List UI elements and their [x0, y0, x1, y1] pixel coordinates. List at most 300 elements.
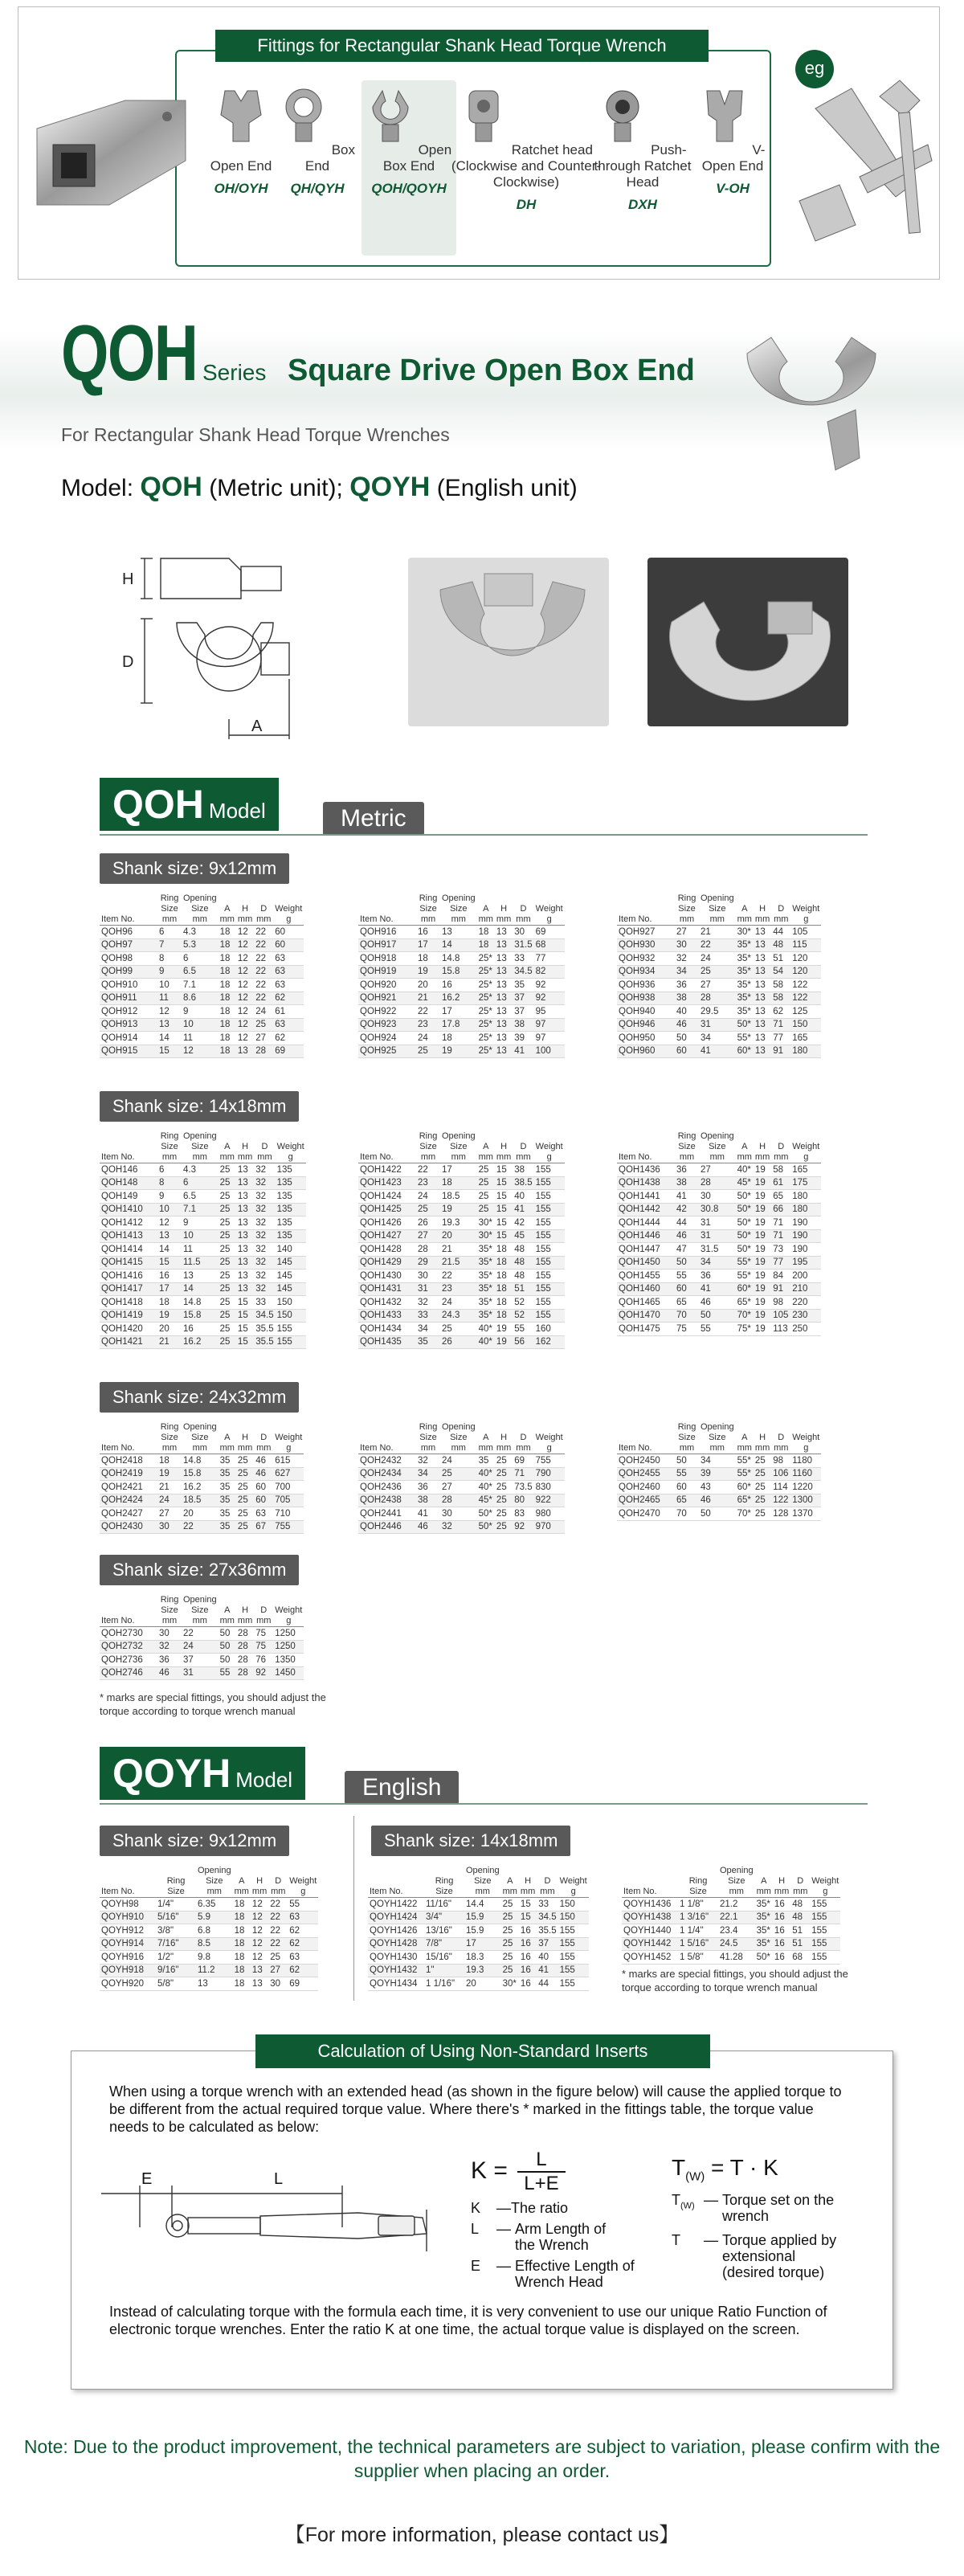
table-cell: 28	[416, 1243, 440, 1257]
table-cell: 155	[810, 1951, 840, 1965]
table-cell: 63	[273, 979, 304, 992]
table-cell: QOH1421	[100, 1335, 157, 1349]
table-cell: 1/4"	[156, 1898, 196, 1912]
table-cell: 220	[790, 1296, 821, 1310]
series-subtitle: For Rectangular Shank Head Torque Wrenches	[61, 424, 450, 445]
table-cell: 44	[537, 1977, 558, 1991]
table-cell: 22	[268, 1911, 288, 1924]
table-row	[358, 1229, 565, 1243]
table-cell: 13	[495, 1005, 513, 1019]
table-cell: 12	[182, 1045, 219, 1058]
table-cell: 13	[236, 1163, 254, 1177]
table-cell: 25*	[477, 1005, 495, 1019]
table-header: Ring Size mm	[157, 1595, 182, 1627]
wrench-diagram	[101, 2171, 447, 2259]
table-cell: 122	[771, 1494, 790, 1507]
table-row	[622, 1937, 840, 1951]
table-cell: QOYH1432	[368, 1964, 424, 1977]
table-cell: 9/16"	[156, 1964, 196, 1977]
table-cell: QOH938	[617, 992, 675, 1005]
table-cell: 23.4	[718, 1924, 755, 1938]
table-cell: 195	[790, 1256, 821, 1270]
table-cell: 25	[219, 1323, 236, 1336]
table-cell: 970	[534, 1520, 565, 1534]
table-cell: 34.5	[254, 1309, 275, 1323]
table-cell: QOH1427	[358, 1229, 416, 1243]
table-cell: 105	[771, 1309, 790, 1323]
table-cell: 16	[519, 1951, 537, 1965]
table-cell: 11	[182, 1032, 219, 1045]
table-row	[617, 938, 821, 952]
table-cell: 13	[196, 1977, 233, 1991]
series-word: Series	[202, 360, 267, 385]
table-cell: QOH2732	[100, 1640, 157, 1654]
table-cell: 62	[288, 1964, 318, 1977]
table-row	[358, 1335, 565, 1349]
table-row	[100, 1507, 304, 1521]
table-row	[358, 1520, 565, 1534]
table-header: Opening Size mm	[466, 1866, 500, 1896]
table-header: Weight g	[276, 1131, 306, 1163]
table-header: Weight g	[534, 893, 565, 926]
table-cell: 76	[254, 1654, 273, 1667]
table-cell: QOYH1452	[622, 1951, 678, 1965]
table-row	[617, 1270, 821, 1283]
table-cell: 25	[754, 1507, 771, 1521]
table-cell: 230	[790, 1309, 821, 1323]
table-cell: 12	[236, 992, 254, 1005]
table-row	[358, 1309, 565, 1323]
table-cell: 27	[699, 1163, 736, 1177]
table-header: D mm	[513, 1422, 533, 1454]
table-cell: QOH1429	[358, 1256, 416, 1270]
table-cell: 40	[537, 1951, 558, 1965]
table-row	[100, 1964, 318, 1977]
table-cell: 140	[276, 1243, 306, 1257]
table-cell: 25*	[477, 1045, 495, 1058]
table-cell: 42	[675, 1203, 699, 1216]
table-row	[100, 1296, 306, 1310]
table-header: D mm	[790, 1866, 810, 1898]
table-cell: 1450	[273, 1666, 304, 1680]
table-row	[622, 1951, 840, 1965]
spec-table	[617, 1131, 821, 1336]
table-cell: 65*	[736, 1296, 754, 1310]
table-cell: 20	[440, 1229, 477, 1243]
table-cell: 32	[254, 1190, 275, 1204]
table-cell: 18	[440, 1032, 477, 1045]
table-cell: 30	[268, 1977, 288, 1991]
table-cell: 34	[699, 1032, 736, 1045]
table-cell: 70*	[736, 1309, 754, 1323]
table-cell: 155	[276, 1335, 306, 1349]
table-header: A mm	[219, 1595, 236, 1627]
table-cell: 18.5	[182, 1494, 219, 1507]
table-cell: 25	[268, 1951, 288, 1965]
table-cell: 35*	[736, 1005, 754, 1019]
table-cell: 6	[182, 952, 219, 966]
tw-definitions: $T_{(W)}$ — Torque set on the wrench T — Torque applied by extensional (desired torque)	[672, 2192, 837, 2280]
table-cell: 6.8	[196, 1924, 233, 1938]
table-cell: 180	[790, 1203, 821, 1216]
table-cell: 18	[219, 938, 236, 952]
table-cell: 980	[534, 1507, 565, 1521]
table-row	[358, 992, 565, 1005]
table-row	[368, 1977, 589, 1991]
l-label: L	[274, 2171, 284, 2188]
table-cell: 14	[157, 1032, 182, 1045]
table-cell: 91	[771, 1045, 790, 1058]
table-cell: 41	[513, 1203, 533, 1216]
table-row	[368, 1951, 589, 1965]
table-header: Opening Size mm	[720, 1866, 754, 1896]
table-cell: QOYH1430	[368, 1951, 424, 1965]
table-cell: 25	[236, 1494, 254, 1507]
table-cell: 10	[157, 1203, 182, 1216]
table-cell: 12	[157, 1005, 182, 1019]
table-cell: QOYH912	[100, 1924, 156, 1938]
table-cell: 32	[416, 1454, 440, 1468]
table-cell: 25	[477, 1203, 495, 1216]
table-cell: 100	[534, 1045, 565, 1058]
table-cell: 18	[219, 1032, 236, 1045]
table-row	[617, 952, 821, 966]
table-cell: 13	[754, 1032, 771, 1045]
table-cell: 46	[416, 1520, 440, 1534]
table-row	[100, 1309, 306, 1323]
table-row	[617, 1216, 821, 1230]
table-cell: 62	[273, 1032, 304, 1045]
table-cell: 15	[157, 1256, 182, 1270]
table-cell: 9.8	[196, 1951, 233, 1965]
table-cell: 627	[273, 1467, 304, 1481]
table-cell: 12	[236, 926, 254, 939]
table-header: Item No.	[617, 893, 675, 926]
table-cell: 40*	[477, 1323, 495, 1336]
table-row	[100, 1203, 306, 1216]
table-row	[617, 1309, 821, 1323]
table-cell: 70	[675, 1309, 699, 1323]
table-cell: 41	[699, 1045, 736, 1058]
table-cell: 27	[675, 926, 699, 939]
table-header: Item No.	[100, 1595, 157, 1627]
shank-label-24x32: Shank size: 24x32mm	[100, 1382, 299, 1413]
dim-h-label: H	[122, 570, 134, 588]
table-cell: 15	[519, 1898, 537, 1912]
table-cell: 63	[273, 965, 304, 979]
table-cell: 36	[675, 979, 699, 992]
table-row	[617, 1190, 821, 1204]
table-cell: 32	[254, 1270, 275, 1283]
table-cell: 8.5	[196, 1937, 233, 1951]
table-header: Ring Size mm	[416, 1422, 440, 1454]
table-cell: 97	[534, 1032, 565, 1045]
table-cell: 11/16"	[424, 1898, 464, 1912]
k-formula: K = $\frac{L}{L+E}$	[471, 2149, 566, 2195]
table-cell: 25	[219, 1229, 236, 1243]
table-cell: 16	[182, 1323, 219, 1336]
table-cell: 58	[771, 992, 790, 1005]
table-cell: 35	[513, 979, 533, 992]
table-cell: 1 1/4"	[678, 1924, 718, 1938]
table-cell: 29.5	[699, 1005, 736, 1019]
table-cell: QOH1475	[617, 1323, 675, 1336]
table-cell: 135	[276, 1176, 306, 1190]
table-row	[358, 1454, 565, 1468]
table-cell: 22	[416, 1005, 440, 1019]
table-header: Ring Size	[678, 1866, 718, 1898]
table-cell: 40*	[477, 1335, 495, 1349]
table-cell: 50*	[736, 1229, 754, 1243]
table-cell: 34.5	[513, 965, 533, 979]
table-cell: QOH936	[617, 979, 675, 992]
table-cell: 73	[771, 1243, 790, 1257]
table-header: Opening Size mm	[701, 1422, 734, 1453]
open-end-icon	[217, 87, 265, 143]
table-cell: 25*	[477, 965, 495, 979]
table-cell: 22	[254, 938, 273, 952]
table-cell: 18	[233, 1924, 251, 1938]
table-row	[100, 1654, 304, 1667]
table-cell: 6.5	[182, 965, 219, 979]
table-cell: 25	[219, 1190, 236, 1204]
table-cell: 25	[754, 1454, 771, 1468]
table-cell: QOYH1440	[622, 1924, 678, 1938]
table-cell: QOH1433	[358, 1309, 416, 1323]
table-row	[617, 1203, 821, 1216]
table-cell: 58	[771, 979, 790, 992]
table-cell: 60*	[736, 1282, 754, 1296]
table-cell: 25	[219, 1256, 236, 1270]
table-cell: 24	[440, 1296, 477, 1310]
fitting-open-box-end: Open Box End QOH/QOYH	[363, 87, 455, 197]
table-cell: 122	[790, 992, 821, 1005]
table-header: Opening Size mm	[701, 893, 734, 924]
table-cell: QOH2421	[100, 1481, 157, 1494]
table-cell: 35*	[477, 1270, 495, 1283]
table-cell: 73.5	[513, 1481, 533, 1494]
k-definitions: K — The ratio L — Arm Length of the Wrench E — Effective Length of Wrench Head	[471, 2200, 635, 2290]
table-cell: 36	[699, 1270, 736, 1283]
table-cell: 162	[534, 1335, 565, 1349]
open-box-end-icon	[366, 87, 415, 143]
table-cell: 75	[254, 1627, 273, 1641]
table-cell: 16	[416, 926, 440, 939]
table-cell: 35*	[477, 1243, 495, 1257]
table-header: A mm	[219, 1131, 236, 1163]
table-cell: QOH1417	[100, 1282, 157, 1296]
table-cell: 56	[513, 1335, 533, 1349]
table-cell: 60	[675, 1481, 699, 1494]
table-row	[100, 1454, 304, 1468]
table-cell: QOH940	[617, 1005, 675, 1019]
table-cell: 31	[699, 1216, 736, 1230]
table-cell: 77	[771, 1032, 790, 1045]
table-cell: 150	[276, 1309, 306, 1323]
table-cell: 22.1	[718, 1911, 755, 1924]
table-cell: 40	[513, 1190, 533, 1204]
spec-table	[358, 1422, 565, 1534]
table-row	[358, 1467, 565, 1481]
table-cell: 35	[219, 1520, 236, 1534]
table-cell: 128	[771, 1507, 790, 1521]
table-cell: 24.3	[440, 1309, 477, 1323]
table-cell: 18	[495, 1282, 513, 1296]
table-cell: 18	[219, 1005, 236, 1019]
table-cell: 35*	[736, 952, 754, 966]
table-row	[100, 979, 304, 992]
table-cell: 30*	[501, 1977, 519, 1991]
table-cell: 28	[699, 992, 736, 1005]
table-cell: 1370	[790, 1507, 821, 1521]
table-cell: 7/8"	[424, 1937, 464, 1951]
table-cell: 60	[675, 1045, 699, 1058]
table-cell: 40*	[477, 1481, 495, 1494]
e-label: E	[141, 2171, 153, 2188]
table-row	[100, 926, 304, 939]
spec-table	[100, 1131, 306, 1349]
table-cell: 18	[233, 1898, 251, 1912]
table-cell: 26	[440, 1335, 477, 1349]
table-cell: QOH2427	[100, 1507, 157, 1521]
table-row	[617, 1507, 821, 1521]
table-cell: QOH98	[100, 952, 157, 966]
table-cell: 135	[276, 1190, 306, 1204]
table-cell: 31	[416, 1282, 440, 1296]
table-header: D mm	[268, 1866, 288, 1898]
table-cell: 35*	[736, 992, 754, 1005]
table-cell: 32	[254, 1203, 275, 1216]
table-cell: 25	[495, 1507, 513, 1521]
table-cell: 14.8	[182, 1296, 219, 1310]
dim-d-label: D	[122, 653, 134, 671]
table-cell: 13	[495, 926, 513, 939]
table-cell: 50	[675, 1256, 699, 1270]
table-cell: 190	[790, 1243, 821, 1257]
table-cell: 155	[558, 1964, 589, 1977]
table-cell: 180	[790, 1045, 821, 1058]
table-cell: 24.5	[718, 1937, 755, 1951]
table-row	[622, 1898, 840, 1912]
table-cell: 48	[513, 1270, 533, 1283]
table-cell: 19	[754, 1282, 771, 1296]
table-cell: 175	[790, 1176, 821, 1190]
table-cell: 20	[182, 1507, 219, 1521]
table-cell: 155	[810, 1937, 840, 1951]
table-cell: 13	[754, 1045, 771, 1058]
table-cell: 19	[754, 1323, 771, 1336]
table-cell: 700	[273, 1481, 304, 1494]
table-cell: 16.2	[440, 992, 477, 1005]
table-cell: 18	[219, 952, 236, 966]
table-row	[617, 1018, 821, 1032]
table-cell: 165	[790, 1163, 821, 1177]
table-cell: QOH1441	[617, 1190, 675, 1204]
table-row	[622, 1924, 840, 1938]
table-cell: 13	[754, 1018, 771, 1032]
table-cell: 18	[440, 1176, 477, 1190]
table-cell: 47	[675, 1243, 699, 1257]
table-row	[358, 1243, 565, 1257]
table-cell: 36	[416, 1481, 440, 1494]
table-cell: 21.5	[440, 1256, 477, 1270]
table-cell: 32	[157, 1640, 182, 1654]
table-cell: 25	[501, 1937, 519, 1951]
table-row	[622, 1911, 840, 1924]
table-cell: 50*	[477, 1507, 495, 1521]
table-cell: 65	[675, 1296, 699, 1310]
table-cell: 92	[254, 1666, 273, 1680]
table-row	[358, 1481, 565, 1494]
table-row	[100, 1018, 304, 1032]
table-cell: 16	[773, 1951, 790, 1965]
table-header: Opening Size mm	[442, 1131, 476, 1162]
table-cell: 7.1	[182, 979, 219, 992]
example-wrench-image	[791, 64, 936, 257]
table-cell: 22	[699, 938, 736, 952]
table-cell: 15.9	[464, 1924, 501, 1938]
table-row	[100, 1270, 306, 1283]
table-cell: 19	[495, 1323, 513, 1336]
table-cell: 25	[416, 1045, 440, 1058]
calc-title: Calculation of Using Non-Standard Inserts	[255, 2034, 710, 2068]
table-cell: 1 5/16"	[678, 1937, 718, 1951]
table-cell: 24	[416, 1190, 440, 1204]
table-cell: 32	[254, 1282, 275, 1296]
table-cell: 23	[416, 1018, 440, 1032]
table-cell: 8.6	[182, 992, 219, 1005]
table-header: D mm	[771, 1422, 790, 1454]
table-cell: 92	[534, 979, 565, 992]
table-cell: 37	[537, 1937, 558, 1951]
table-cell: 15.8	[182, 1467, 219, 1481]
table-header: H mm	[519, 1866, 537, 1898]
table-cell: 75	[675, 1323, 699, 1336]
table-cell: 20	[157, 1323, 182, 1336]
table-cell: 22	[268, 1898, 288, 1912]
table-cell: 13	[157, 1018, 182, 1032]
table-header: Weight g	[790, 893, 821, 926]
table-cell: 12	[251, 1911, 268, 1924]
table-row	[100, 1243, 306, 1257]
table-cell: 4.3	[182, 926, 219, 939]
table-header: D mm	[537, 1866, 558, 1898]
table-cell: QOH1424	[358, 1190, 416, 1204]
table-cell: 25	[236, 1520, 254, 1534]
table-cell: 35.5	[254, 1323, 275, 1336]
table-row	[100, 1911, 318, 1924]
table-cell: 13	[440, 926, 477, 939]
table-cell: QOH916	[358, 926, 416, 939]
fitting-box-end: Box End QH/QYH	[277, 87, 357, 197]
table-cell: 25	[754, 1467, 771, 1481]
spec-table	[100, 1595, 304, 1680]
table-cell: 77	[534, 952, 565, 966]
table-header: H mm	[236, 1131, 254, 1163]
table-cell: 60	[675, 1282, 699, 1296]
table-cell: 15	[495, 1216, 513, 1230]
table-cell: 27	[157, 1507, 182, 1521]
table-cell: 190	[790, 1229, 821, 1243]
table-header: H mm	[495, 893, 513, 926]
table-header: H mm	[754, 1422, 771, 1454]
table-row	[100, 1045, 304, 1058]
table-cell: QOYH1442	[622, 1937, 678, 1951]
table-cell: 115	[790, 938, 821, 952]
spec-table	[358, 893, 565, 1058]
table-cell: 155	[534, 1282, 565, 1296]
table-header: A mm	[477, 1131, 495, 1163]
